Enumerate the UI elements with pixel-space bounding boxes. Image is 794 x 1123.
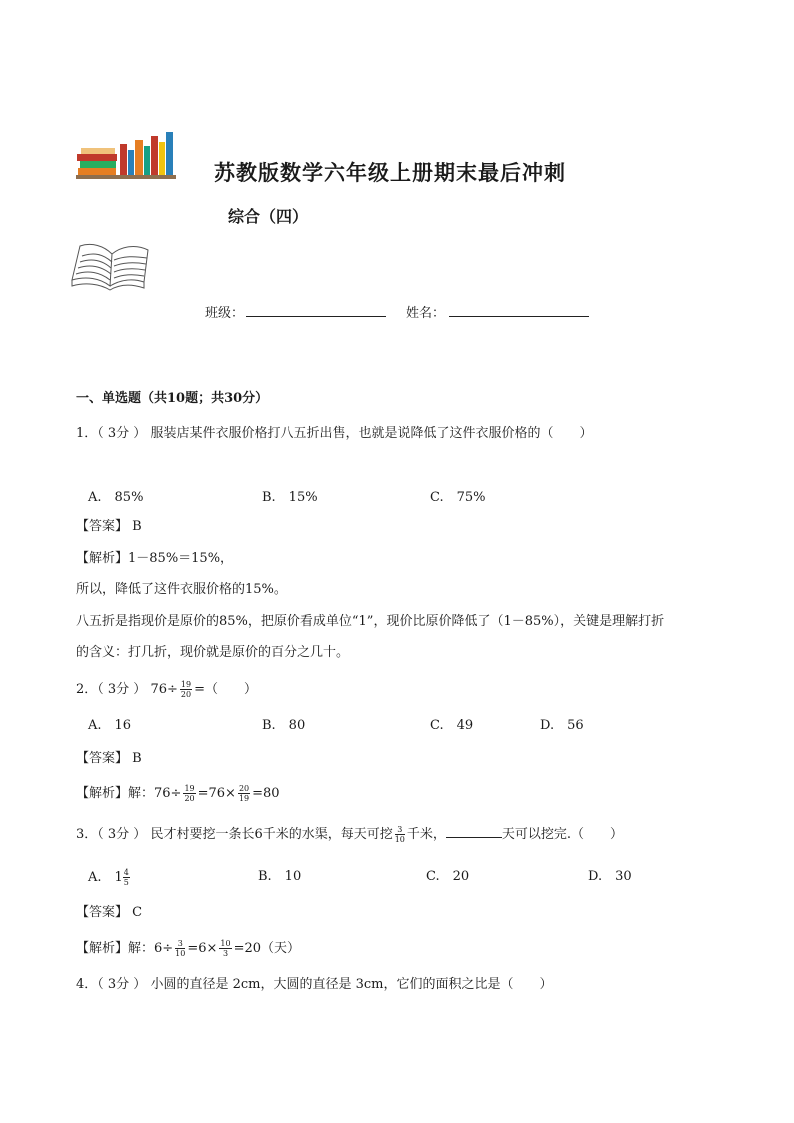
q2-option-d[interactable]: D. 56 — [540, 718, 584, 733]
q3-a-frac1-den: 10 — [175, 949, 186, 958]
q1-analysis-line-4: 的含义：打几折，现价就是原价的百分之几十。 — [76, 645, 350, 660]
q3-answer: 【答案】 C — [76, 905, 143, 920]
q3-frac-num: 3 — [395, 825, 405, 835]
q3-answer-blank[interactable] — [446, 825, 502, 838]
page-subtitle: 综合（四） — [228, 207, 309, 226]
q3-option-a-fraction — [123, 868, 130, 887]
q2-option-b[interactable]: B. 80 — [262, 718, 306, 733]
q2-fraction — [180, 680, 192, 699]
q3-analysis-fraction-1 — [175, 939, 185, 958]
question-3-stem — [76, 825, 623, 844]
q2-a-frac1-den: 20 — [184, 794, 195, 803]
q2-a-frac2-num: 20 — [238, 784, 250, 793]
class-label: 班级： — [205, 306, 245, 321]
q2-stem-suffix: =（ ） — [194, 682, 257, 697]
name-label: 姓名： — [406, 306, 446, 321]
q3-analysis-suffix: =20（天） — [233, 941, 301, 956]
q2-frac-num: 19 — [180, 680, 192, 689]
q3-analysis — [76, 939, 300, 958]
q2-a-frac2-den: 19 — [238, 794, 250, 803]
q2-option-a[interactable]: A. 16 — [88, 718, 132, 733]
q2-answer: 【答案】 B — [76, 751, 142, 766]
q2-analysis-suffix: =80 — [252, 786, 280, 801]
q2-analysis-prefix: 【解析】解：76÷ — [76, 786, 182, 801]
q3-option-a[interactable] — [88, 868, 132, 887]
q3-analysis-mid: =6× — [187, 941, 218, 956]
q2-frac-den: 20 — [180, 690, 192, 699]
bookshelf-icon — [76, 130, 176, 182]
q2-analysis-fraction-2 — [238, 784, 250, 803]
q2-analysis-mid: =76× — [197, 786, 236, 801]
q3-a-frac2-num: 10 — [220, 939, 231, 948]
question-4-stem: 4．（ 3分 ） 小圆的直径是 2cm，大圆的直径是 3cm，它们的面积之比是（ ） — [76, 977, 553, 992]
q3-option-a-num: 4 — [123, 868, 129, 877]
q3-option-b[interactable]: B. 10 — [258, 869, 302, 884]
q3-fraction — [395, 825, 405, 844]
q1-answer: 【答案】 B — [76, 519, 142, 534]
page-title: 苏教版数学六年级上册期末最后冲刺 — [214, 160, 566, 185]
q2-a-frac1-num: 19 — [184, 784, 195, 793]
q3-option-a-den: 5 — [123, 878, 129, 887]
q3-stem-mid: 千米， — [406, 827, 446, 842]
name-field[interactable] — [449, 316, 589, 317]
class-field[interactable] — [246, 316, 386, 317]
q3-option-c[interactable]: C. 20 — [426, 869, 470, 884]
q3-stem-suffix: 天可以挖完.（ ） — [501, 827, 624, 842]
q3-a-frac1-num: 3 — [175, 939, 185, 949]
q2-analysis — [76, 784, 280, 803]
q3-stem-prefix: 3．（ 3分 ） 民才村要挖一条长6千米的水渠，每天可挖 — [76, 827, 393, 842]
q2-option-c[interactable]: C. 49 — [430, 718, 474, 733]
q3-a-frac2-den: 3 — [222, 949, 229, 958]
q2-analysis-fraction-1 — [183, 784, 195, 803]
question-1-stem: 1．（ 3分 ） 服装店某件衣服价格打八五折出售，也就是说降低了这件衣服价格的（ ） — [76, 426, 593, 441]
q3-option-d[interactable]: D. 30 — [588, 869, 632, 884]
q2-stem-prefix: 2．（ 3分 ） 76÷ — [76, 682, 178, 697]
open-book-icon — [70, 236, 152, 292]
q1-option-a[interactable]: A. 85% — [88, 490, 144, 505]
question-2-stem — [76, 680, 257, 699]
section-heading: 一、单选题（共10题；共30分） — [76, 391, 269, 406]
q3-analysis-fraction-2 — [219, 939, 231, 958]
q3-frac-den: 10 — [394, 835, 405, 844]
q3-analysis-prefix: 【解析】解：6÷ — [76, 941, 174, 956]
q1-analysis-line-2: 所以，降低了这件衣服价格的15%。 — [76, 582, 287, 597]
q3-option-a-label: A. 1 — [88, 870, 123, 885]
q1-option-b[interactable]: B. 15% — [262, 490, 318, 505]
q1-analysis-line-1: 【解析】1－85%＝15%， — [76, 551, 234, 566]
q1-option-c[interactable]: C. 75% — [430, 490, 486, 505]
q1-analysis-line-3: 八五折是指现价是原价的85%，把原价看成单位“1”，现价比原价降低了（1－85%），关键是理解打折 — [76, 614, 665, 629]
